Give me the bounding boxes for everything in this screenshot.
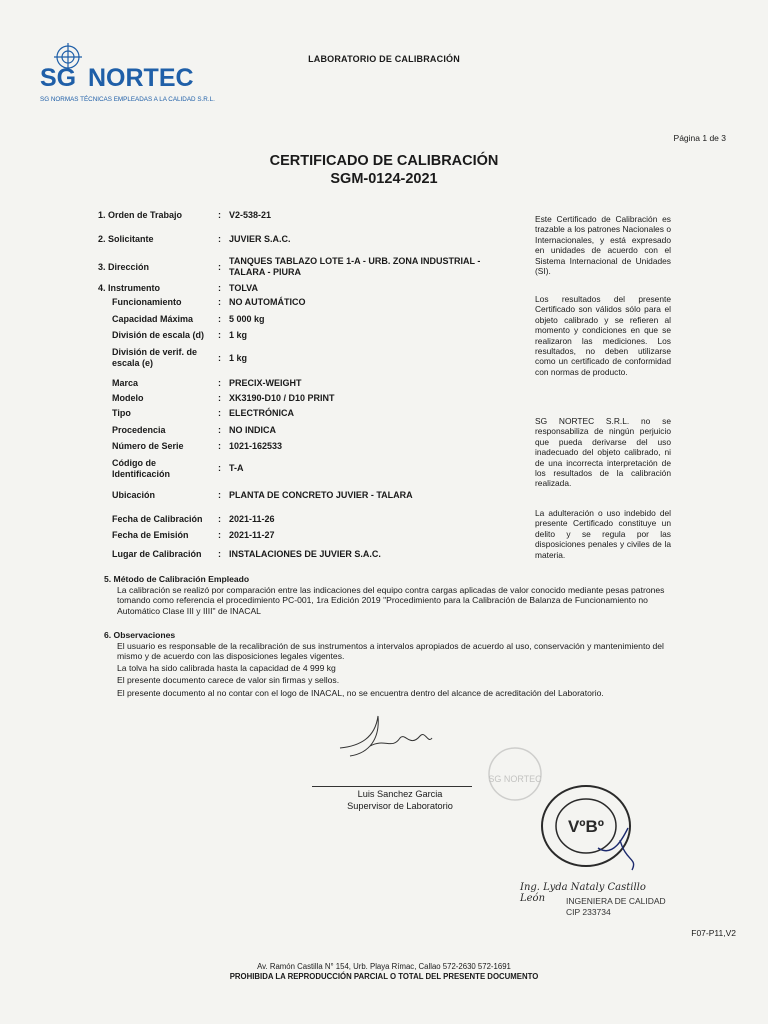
field-colon: : bbox=[218, 441, 221, 451]
field-label: 4. Instrumento bbox=[98, 283, 161, 293]
field-verif bbox=[0, 347, 520, 371]
ingeniera-cip: CIP 233734 bbox=[566, 907, 611, 917]
signature-line bbox=[312, 786, 472, 787]
svg-text:SG NORTEC: SG NORTEC bbox=[488, 774, 542, 784]
field-colon: : bbox=[218, 353, 221, 363]
field-fecha-calibracion bbox=[0, 514, 520, 530]
signatory-name: Luis Sanchez Garcia bbox=[357, 789, 443, 799]
field-codigo bbox=[0, 458, 520, 482]
signature-scribble bbox=[330, 708, 440, 768]
certificate-title bbox=[0, 152, 768, 188]
field-colon: : bbox=[218, 210, 221, 220]
field-value: 1 kg bbox=[229, 353, 248, 363]
ingeniera-signature-name: Ing. Lyda Nataly Castillo León bbox=[520, 882, 646, 904]
sidebar-trazabilidad: Este Certificado de Calibración es trazable a los patrones Nacionales o Internacionales, y está expresado en unidades de acuerdo con el Sistema Internacional de Unidades (SI). bbox=[535, 214, 671, 277]
field-value: JUVIER S.A.C. bbox=[229, 234, 291, 244]
company-logo bbox=[40, 40, 240, 110]
observacion-4: El presente documento al no contar con el logo de INACAL, no se encuentra dentro del alcance de acreditación del Laboratorio. bbox=[117, 687, 604, 698]
field-division bbox=[0, 330, 520, 346]
field-colon: : bbox=[218, 378, 221, 388]
svg-text:SG: SG bbox=[40, 64, 77, 92]
field-label: Fecha de Emisión bbox=[112, 530, 189, 540]
section-metodo bbox=[104, 574, 684, 616]
lab-heading: LABORATORIO DE CALIBRACIÓN bbox=[308, 54, 460, 64]
field-label: 1. Orden de Trabajo bbox=[98, 210, 183, 220]
field-colon: : bbox=[218, 234, 221, 244]
field-serie bbox=[0, 441, 520, 457]
field-label: 2. Solicitante bbox=[98, 234, 154, 244]
signatory bbox=[330, 788, 470, 812]
sidebar-adulteracion: La adulteración o uso indebido del presente Certificado constituye un delito y se regula por las disposiciones penales y civiles de la materia. bbox=[535, 508, 671, 560]
field-value: PRECIX-WEIGHT bbox=[229, 378, 302, 388]
field-fecha-emision bbox=[0, 530, 520, 546]
title-line1: CERTIFICADO DE CALIBRACIÓN bbox=[269, 153, 499, 169]
observacion-3: El presente documento carece de valor sin firmas y sellos. bbox=[117, 675, 340, 686]
field-value: 1 kg bbox=[229, 330, 248, 340]
field-label: Tipo bbox=[112, 408, 131, 418]
field-capacidad bbox=[0, 314, 520, 330]
field-label: Marca bbox=[112, 378, 139, 388]
field-label: Procedencia bbox=[112, 425, 166, 435]
field-label: Número de Serie bbox=[112, 441, 184, 451]
section-heading: 6. Observaciones bbox=[104, 630, 176, 640]
field-colon: : bbox=[218, 408, 221, 418]
field-marca bbox=[0, 378, 520, 394]
certificate-number: SGM-0124-2021 bbox=[330, 171, 438, 187]
footer-notice: PROHIBIDA LA REPRODUCCIÓN PARCIAL O TOTAL DEL PRESENTE DOCUMENTO bbox=[229, 972, 539, 981]
field-tipo bbox=[0, 408, 520, 424]
field-procedencia bbox=[0, 425, 520, 441]
signatory-role: Supervisor de Laboratorio bbox=[347, 801, 453, 811]
svg-text:NORTEC: NORTEC bbox=[88, 64, 194, 92]
field-label: División de verif. de escala (e) bbox=[112, 347, 198, 368]
field-funcionamiento bbox=[0, 297, 520, 313]
field-value: TANQUES TABLAZO LOTE 1-A - URB. ZONA INDUSTRIAL - TALARA - PIURA bbox=[229, 256, 481, 277]
sidebar-validez: Los resultados del presente Certificado son válidos sólo para el objeto calibrado y se refieren al momento y condiciones en que se realizaron las mediciones. Los resultados, no deben utilizarse como un certificado de conformidad con normas de producto. bbox=[535, 294, 671, 377]
field-value: PLANTA DE CONCRETO JUVIER - TALARA bbox=[229, 490, 413, 500]
field-colon: : bbox=[218, 393, 221, 403]
field-value: XK3190-D10 / D10 PRINT bbox=[229, 393, 335, 403]
footer-address: Av. Ramón Castilla N° 154, Urb. Playa Rímac, Callao 572-2630 572-1691 bbox=[257, 962, 511, 971]
field-label: 3. Dirección bbox=[98, 262, 150, 272]
section-heading: 5. Método de Calibración Empleado bbox=[104, 574, 250, 584]
field-label: Ubicación bbox=[112, 490, 156, 500]
field-value: INSTALACIONES DE JUVIER S.A.C. bbox=[229, 549, 381, 559]
field-colon: : bbox=[218, 314, 221, 324]
svg-text:VºBº: VºBº bbox=[567, 817, 605, 836]
field-value: 2021-11-27 bbox=[229, 530, 275, 540]
field-lugar bbox=[0, 549, 520, 565]
field-modelo bbox=[0, 393, 520, 409]
ingeniera-credentials bbox=[566, 896, 666, 918]
footer bbox=[0, 962, 768, 982]
field-direccion bbox=[0, 256, 520, 280]
section-body: La calibración se realizó por comparación entre las indicaciones del equipo contra cargas aplicadas de valor conocido mediante pesas patrones tomando como referencia el procedimiento PC-001, 1ra Edición 2019 "Procedimiento para la Calibración de Balanza de Funcionamiento no Automático Clase III y IIII" de INACAL bbox=[117, 584, 665, 616]
ingeniera-role: INGENIERA DE CALIDAD bbox=[566, 896, 666, 906]
field-colon: : bbox=[218, 297, 221, 307]
field-value: 5 000 kg bbox=[229, 314, 265, 324]
field-colon: : bbox=[218, 262, 221, 272]
field-colon: : bbox=[218, 463, 221, 473]
field-label: Lugar de Calibración bbox=[112, 549, 202, 559]
observacion-1: El usuario es responsable de la recalibración de sus instrumentos a intervalos apropiados de acuerdo al uso, conservación y mantenimiento del mismo y de acuerdo con las disposiciones legales vigentes. bbox=[117, 640, 664, 662]
form-code: F07-P11,V2 bbox=[691, 928, 736, 938]
page-number: Página 1 de 3 bbox=[673, 133, 726, 143]
field-colon: : bbox=[218, 283, 221, 293]
field-ubicacion bbox=[0, 490, 520, 506]
field-colon: : bbox=[218, 490, 221, 500]
field-value: 2021-11-26 bbox=[229, 514, 275, 524]
field-value: NO INDICA bbox=[229, 425, 276, 435]
field-label: Capacidad Máxima bbox=[112, 314, 194, 324]
field-colon: : bbox=[218, 530, 221, 540]
field-colon: : bbox=[218, 425, 221, 435]
field-label: División de escala (d) bbox=[112, 330, 205, 340]
svg-text:SG NORMAS TÉCNICAS EMPLEADAS A: SG NORMAS TÉCNICAS EMPLEADAS A LA CALIDAD S.R.L. bbox=[40, 96, 215, 103]
field-value: NO AUTOMÁTICO bbox=[229, 297, 306, 307]
section-observaciones bbox=[104, 630, 684, 699]
field-solicitante bbox=[0, 234, 520, 254]
sidebar-responsabilidad: SG NORTEC S.R.L. no se responsabiliza de ningún perjuicio que pueda derivarse del uso inadecuado del objeto calibrado, ni de una incorrecta interpretación de los resultados de la calibración realizada. bbox=[535, 416, 671, 489]
field-label: Fecha de Calibración bbox=[112, 514, 203, 524]
field-value: 1021-162533 bbox=[229, 441, 283, 451]
field-value: ELECTRÓNICA bbox=[229, 408, 294, 418]
field-colon: : bbox=[218, 514, 221, 524]
approval-stamp bbox=[528, 778, 648, 878]
field-colon: : bbox=[218, 330, 221, 340]
field-value: V2-538-21 bbox=[229, 210, 272, 220]
field-label: Funcionamiento bbox=[112, 297, 182, 307]
field-orden bbox=[0, 210, 520, 230]
field-colon: : bbox=[218, 549, 221, 559]
field-label: Código de Identificación bbox=[112, 458, 171, 479]
field-value: TOLVA bbox=[229, 283, 258, 293]
field-value: T-A bbox=[229, 463, 244, 473]
observacion-2: La tolva ha sido calibrada hasta la capacidad de 4 999 kg bbox=[117, 662, 336, 673]
field-label: Modelo bbox=[112, 393, 144, 403]
